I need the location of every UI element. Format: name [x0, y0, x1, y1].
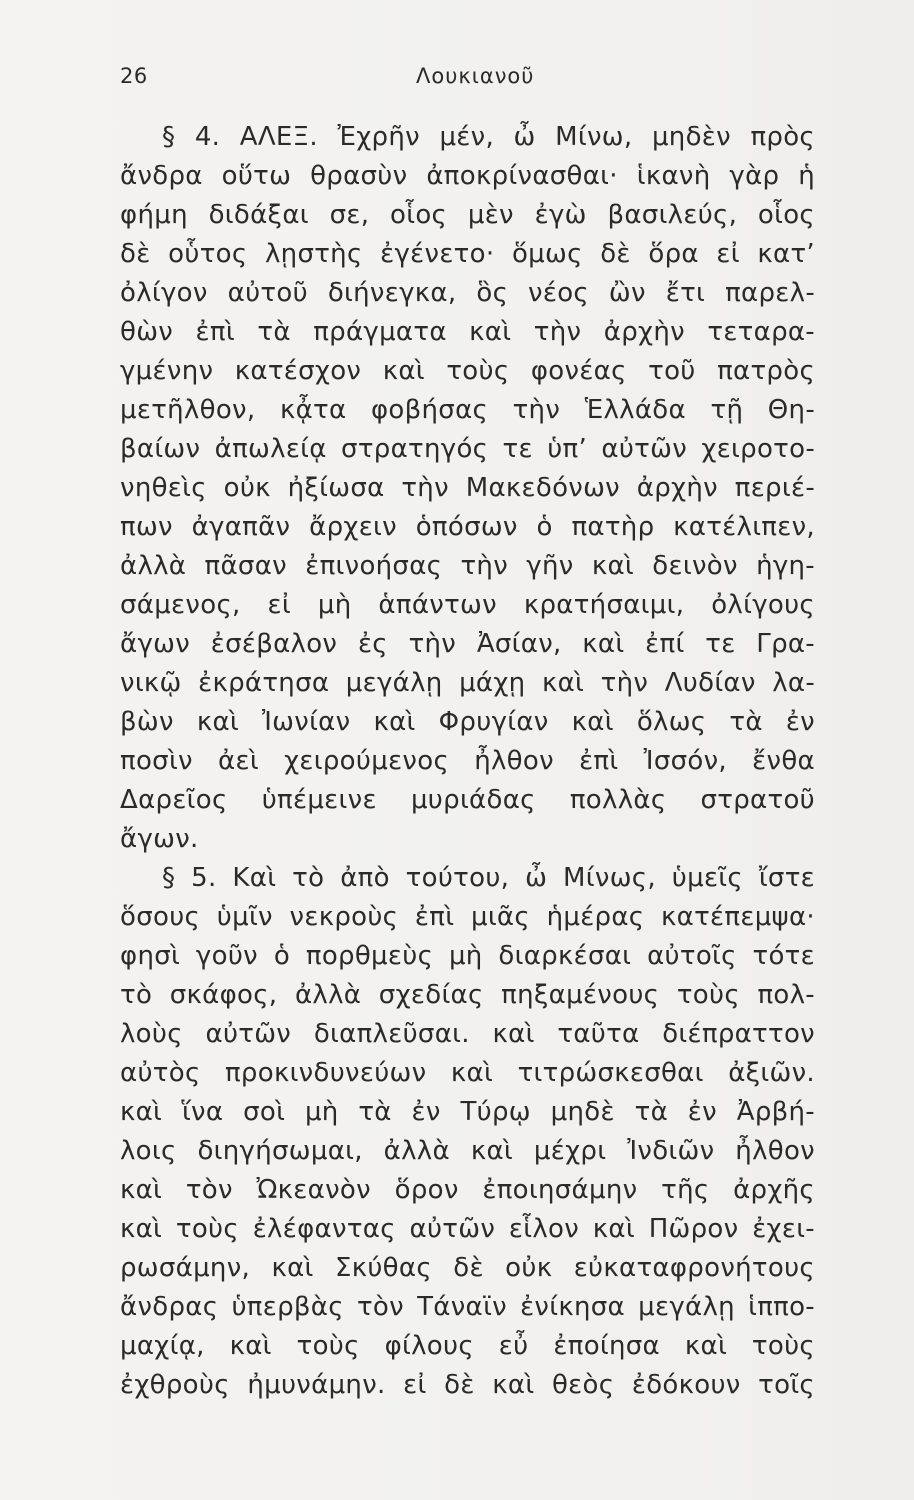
- text-line: βαίων ἀπωλείᾳ στρατηγός τε ὑπ’ αὐτῶν χειροτο-: [120, 434, 815, 464]
- text-line: φήμη διδάξαι σε, οἷος μὲν ἐγὼ βασιλεύς, οἷος: [120, 200, 815, 230]
- text-line: Δαρεῖος ὑπέμεινε μυριάδας πολλὰς στρατοῦ: [120, 785, 815, 815]
- text-line: ὀλίγον αὐτοῦ διήνεγκα, ὃς νέος ὢν ἔτι παρελ-: [120, 278, 815, 308]
- text-line: καὶ τὸν Ὠκεανὸν ὅρον ἐποιησάμην τῆς ἀρχῆς: [120, 1175, 815, 1205]
- text-line: μαχίᾳ, καὶ τοὺς φίλους εὖ ἐποίησα καὶ τοὺς: [120, 1331, 815, 1361]
- text-line: λοις διηγήσωμαι, ἀλλὰ καὶ μέχρι Ἰνδιῶν ἦλθον: [120, 1136, 815, 1166]
- text-line: ἄνδρας ὑπερβὰς τὸν Τάναϊν ἐνίκησα μεγάλῃ ἱππο-: [120, 1292, 815, 1322]
- text-line: δὲ οὗτος λῃστὴς ἐγένετο· ὅμως δὲ ὅρα εἰ κατ’: [120, 239, 815, 269]
- text-line: πων ἀγαπᾶν ἄρχειν ὁπόσων ὁ πατὴρ κατέλιπεν,: [120, 512, 815, 542]
- page-number: 26: [120, 64, 148, 88]
- text-line: καὶ ἵνα σοὶ μὴ τὰ ἐν Τύρῳ μηδὲ τὰ ἐν Ἀρβή-: [120, 1097, 815, 1127]
- text-line: ἀλλὰ πᾶσαν ἐπινοήσας τὴν γῆν καὶ δεινὸν ἡγη-: [120, 551, 815, 581]
- text-line: μετῆλθον, κᾆτα φοβήσας τὴν Ἑλλάδα τῇ Θη-: [120, 395, 815, 425]
- text-line: § 4. ΑΛΕΞ. Ἐχρῆν μέν, ὦ Μίνω, μηδὲν πρὸς: [162, 122, 815, 152]
- text-line: τὸ σκάφος, ἀλλὰ σχεδίας πηξαμένους τοὺς πολ-: [120, 980, 815, 1010]
- text-line: ἄγων.: [120, 824, 199, 854]
- text-line: ἄγων ἐσέβαλον ἐς τὴν Ἀσίαν, καὶ ἐπί τε Γρα-: [120, 629, 815, 659]
- text-line: ἐχθροὺς ἠμυνάμην. εἰ δὲ καὶ θεὸς ἐδόκουν τοῖς: [120, 1370, 815, 1400]
- text-line: λοὺς αὐτῶν διαπλεῦσαι. καὶ ταῦτα διέπραττον: [120, 1019, 815, 1049]
- text-line: νικῷ ἐκράτησα μεγάλῃ μάχῃ καὶ τὴν Λυδίαν λα-: [120, 668, 815, 698]
- text-line: σάμενος, εἰ μὴ ἁπάντων κρατήσαιμι, ὀλίγους: [120, 590, 815, 620]
- text-line: αὐτὸς προκινδυνεύων καὶ τιτρώσκεσθαι ἀξιῶν.: [120, 1058, 815, 1088]
- text-line: γμένην κατέσχον καὶ τοὺς φονέας τοῦ πατρὸς: [120, 356, 815, 386]
- text-line: ρωσάμην, καὶ Σκύθας δὲ οὐκ εὐκαταφρονήτους: [120, 1253, 815, 1283]
- text-line: ὅσους ὑμῖν νεκροὺς ἐπὶ μιᾶς ἡμέρας κατέπεμψα·: [120, 902, 815, 932]
- text-line: βὼν καὶ Ἰωνίαν καὶ Φρυγίαν καὶ ὅλως τὰ ἐν: [120, 707, 815, 737]
- running-head: Λουκιανοῦ: [416, 64, 535, 88]
- text-line: § 5. Καὶ τὸ ἀπὸ τούτου, ὦ Μίνως, ὑμεῖς ἴστε: [162, 863, 815, 893]
- text-line: νηθεὶς οὐκ ἠξίωσα τὴν Μακεδόνων ἀρχὴν περιέ-: [120, 473, 815, 503]
- text-line: ἄνδρα οὕτω θρασὺν ἀποκρίνασθαι· ἱκανὴ γὰρ ἡ: [120, 161, 815, 191]
- text-line: φησὶ γοῦν ὁ πορθμεὺς μὴ διαρκέσαι αὐτοῖς τότε: [120, 941, 815, 971]
- text-line: ποσὶν ἀεὶ χειρούμενος ἦλθον ἐπὶ Ἰσσόν, ἔνθα: [120, 746, 815, 776]
- text-line: καὶ τοὺς ἐλέφαντας αὐτῶν εἷλον καὶ Πῶρον ἐχει-: [120, 1214, 815, 1244]
- text-line: θὼν ἐπὶ τὰ πράγματα καὶ τὴν ἀρχὴν τεταρα-: [120, 317, 815, 347]
